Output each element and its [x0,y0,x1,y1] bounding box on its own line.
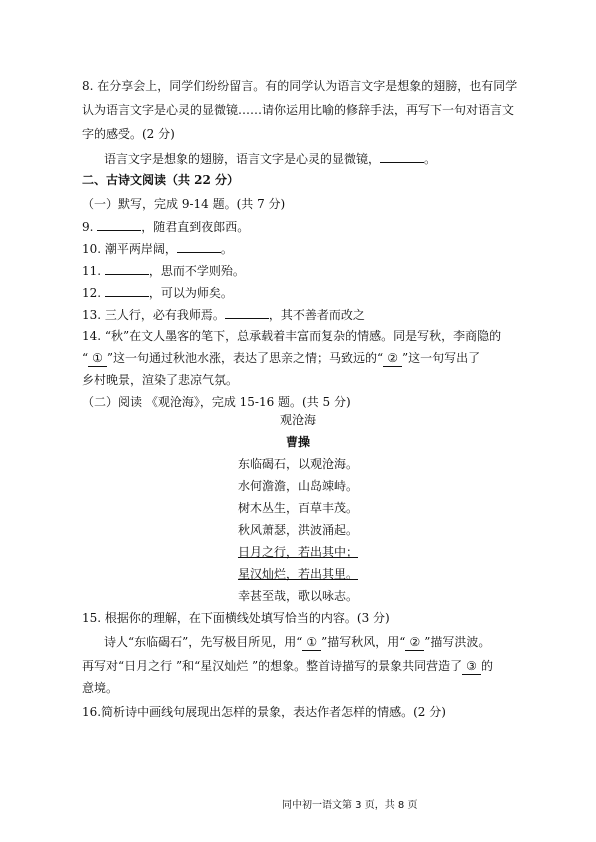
poem-line: 东临碣石，以观沧海。 [237,457,358,471]
poem-line: 幸甚至哉，歌以咏志。 [237,589,358,603]
q14-quote-open: “ [82,351,89,365]
q13-line [82,306,365,323]
q13-blank[interactable] [225,306,269,319]
q8-line3: 字的感受。(2 分) [82,127,175,141]
poem-line: 树木丛生，百草丰茂。 [237,501,358,515]
section2-part1: （一）默写，完成 9-14 题。(共 7 分) [82,197,286,211]
q13-text: 13. 三人行，必有我师焉。 [82,308,225,322]
q8-answer-prefix: 语言文字是想象的翅膀，语言文字是心灵的显微镜， [104,152,381,166]
poem-line: 秋风萧瑟，洪波涌起。 [237,523,358,537]
q12-line [82,284,233,301]
q12-blank[interactable] [105,284,149,297]
q9-line [82,218,249,235]
section2-part2: （二）阅读 《观沧海》，完成 15-16 题。(共 5 分) [82,395,351,409]
q9-text: ，随君直到夜郎西。 [141,220,250,234]
q15-line3-end: 的 [480,659,493,673]
q15-line1: 15. 根据你的理解，在下面横线处填写恰当的内容。(3 分) [82,611,390,625]
q12-text: ，可以为师矣。 [148,286,233,300]
q8-answer-line [104,150,436,167]
q14-line2 [82,350,480,367]
q11-number: 11. [82,264,102,278]
poem-line-wrapper [0,544,596,560]
q10-end: 。 [220,242,233,256]
section2-title: 二、古诗文阅读（共 22 分） [82,173,240,187]
q10-text: 10. 潮平两岸阔， [82,242,177,256]
q12-number: 12. [82,286,102,300]
q11-blank[interactable] [105,262,149,275]
q14-line3: 乡村晚景，渲染了悲凉气氛。 [82,373,239,387]
q14-line2-end: ”这一句写出了 [401,351,481,365]
q8-answer-blank[interactable] [380,150,424,163]
q15-line3-start: 再写对“日月之行 ”和“星汉灿烂 ”的想象。整首诗描写的景象共同营造了 [82,659,463,673]
q15-blank-3[interactable]: ③ [462,658,481,675]
q15-blank-2[interactable]: ② [405,634,424,651]
q15-line2-mid: ”描写秋风，用“ [321,635,406,649]
q15-line2-start: 诗人“东临碣石”，先写极目所见，用“ [104,635,303,649]
poem-line-wrapper [0,566,596,582]
q15-line2-end: ”描写洪波。 [424,635,491,649]
q14-line1: 14. “秋”在文人墨客的笔下，总承载着丰富而复杂的情感。同是写秋，李商隐的 [82,329,502,343]
q8-line2: 认为语言文字是心灵的显微镜……请你运用比喻的修辞手法，再写下一句对语言文 [82,103,515,117]
q13-end: ，其不善者而改之 [268,308,365,322]
q11-line [82,262,245,279]
q8-line1: 8. 在分享会上，同学们纷纷留言。有的同学认为语言文字是想象的翅膀，也有同学 [82,79,518,93]
q15-line2 [104,634,490,651]
q10-line [82,240,233,257]
page-footer: 同中初一语文第 3 页，共 8 页 [282,800,418,811]
q15-line3 [82,658,493,675]
q15-blank-1[interactable]: ① [302,634,321,651]
poem-line-underlined: 星汉灿烂，若出其里。 [237,567,358,581]
q8-answer-suffix: 。 [424,152,437,166]
poem-line-underlined: 日月之行，若出其中； [237,545,358,559]
q14-blank-1[interactable]: ① [88,350,107,367]
q16-line1: 16.简析诗中画线句展现出怎样的景象，表达作者怎样的情感。(2 分) [82,705,446,719]
poem-line: 水何澹澹，山岛竦峙。 [237,479,358,493]
q11-text: ，思而不学则殆。 [148,264,245,278]
q9-blank[interactable] [97,218,141,231]
q10-blank[interactable] [177,240,221,253]
poem-author: 曹操 [285,435,310,449]
poem-title: 观沧海 [279,413,316,427]
q15-line4: 意境。 [82,681,119,695]
q14-line2-mid: ”这一句通过秋池水涨，表达了思亲之情；马致远的“ [106,351,384,365]
q9-number: 9. [82,220,94,234]
q14-blank-2[interactable]: ② [383,350,402,367]
